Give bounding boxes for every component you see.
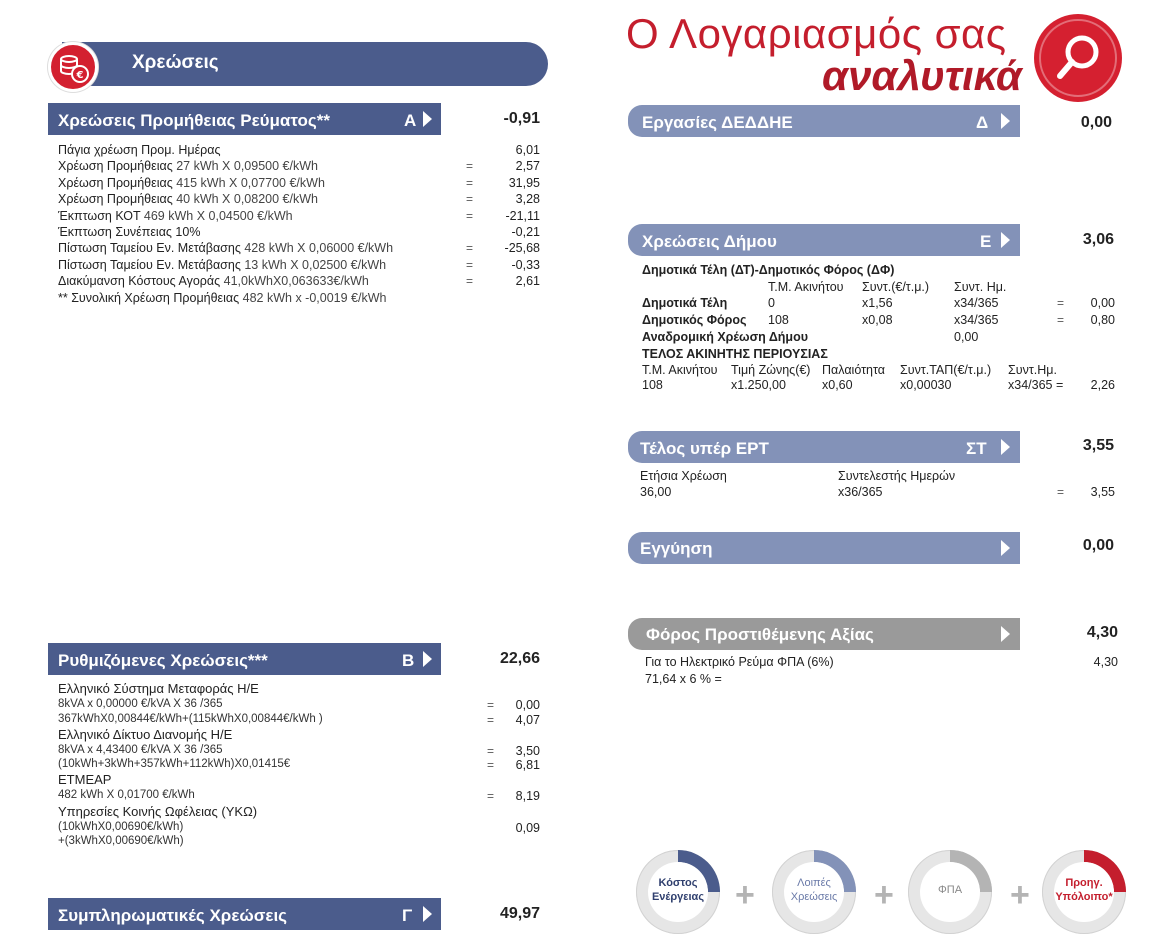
legend-energy-line1: Κόστος xyxy=(658,877,698,889)
section-a-row-value: -25,68 xyxy=(504,241,540,255)
section-a-row-label: Διακύμανση Κόστους Αγοράς xyxy=(58,274,221,288)
section-a-row-value: 31,95 xyxy=(508,176,540,190)
section-e-row-2-a: 108 xyxy=(768,313,789,327)
section-e-total: 3,06 xyxy=(1082,231,1114,248)
section-e-row-2-value: 0,80 xyxy=(1090,313,1115,327)
section-e-tap-col-4: Συντ.ΤΑΠ(€/τ.μ.) xyxy=(900,363,992,377)
section-a-row xyxy=(58,192,318,206)
section-e-row-1-c: x34/365 xyxy=(954,296,999,310)
section-b-row-4-value: 6,81 xyxy=(515,758,540,772)
section-a-row-value: 2,57 xyxy=(515,159,540,173)
section-a-row xyxy=(58,241,393,255)
arrow-right-icon xyxy=(1001,439,1010,455)
legend-other-line1: Λοιπές xyxy=(797,877,831,889)
section-b-row-7-text: +(3kWhX0,00690€/kWh) xyxy=(58,835,184,847)
section-e-col-3: Συντ. Ημ. xyxy=(954,280,1007,294)
section-e-tap-val-2: x1.250,00 xyxy=(731,378,786,392)
section-a-row-value: 6,01 xyxy=(515,143,540,157)
section-a-row-label: Πίστωση Ταμείου Εν. Μετάβασης xyxy=(58,241,241,255)
section-b-row-1-text: 8kVA x 0,00000 €/kVA X 36 /365 xyxy=(58,698,223,710)
section-e-row-1-label: Δημοτικά Τέλη xyxy=(642,296,728,310)
section-e-row-1-eq: = xyxy=(1057,296,1065,310)
section-d-title: Εργασίες ΔΕΔΔΗΕ xyxy=(642,113,793,132)
section-a-row-label: Πάγια χρέωση Προμ. Ημέρας xyxy=(58,143,221,157)
legend-other-line2: Χρεώσεις xyxy=(790,891,838,903)
vat-title: Φόρος Προστιθέμενης Αξίας xyxy=(646,625,874,644)
section-e-tap-val-4: x0,00030 xyxy=(900,378,952,392)
section-a-row-detail: 428 kWh X 0,06000 €/kWh xyxy=(244,241,394,255)
section-a-row-detail: 40 kWh X 0,08200 €/kWh xyxy=(176,192,318,206)
guarantee-title: Εγγύηση xyxy=(640,539,713,558)
section-e-tap-val-3: x0,60 xyxy=(822,378,853,392)
plus-1: + xyxy=(735,876,755,914)
section-st-col-2: Συντελεστής Ημερών xyxy=(838,469,956,483)
section-a-row-label: Χρέωση Προμήθειας xyxy=(58,176,173,190)
section-e-tap-val-1: 108 xyxy=(642,378,663,392)
section-e-tap-val-5: x34/365 = xyxy=(1008,378,1064,392)
section-e-row-3-label: Αναδρομική Χρέωση Δήμου xyxy=(642,330,808,344)
section-a-row-eq: = xyxy=(466,176,474,190)
section-b-row-2-eq: = xyxy=(487,713,495,727)
section-b-row-2-value: 4,07 xyxy=(515,713,540,727)
section-c-total: 49,97 xyxy=(499,905,540,922)
section-b-heading-4: Υπηρεσίες Κοινής Ωφέλειας (ΥΚΩ) xyxy=(58,804,258,819)
legend-previous-balance xyxy=(1042,850,1126,934)
section-d-letter: Δ xyxy=(976,113,989,132)
plus-3: + xyxy=(1010,876,1030,914)
section-st-letter: ΣΤ xyxy=(966,439,987,458)
section-b-row-4-text: (10kWh+3kWh+357kWh+112kWh)X0,01415€ xyxy=(58,758,291,770)
section-d-total: 0,00 xyxy=(1080,114,1112,131)
section-e-row-3-a: 0,00 xyxy=(954,330,979,344)
section-a-row-eq: = xyxy=(466,274,474,288)
arrow-right-icon xyxy=(423,111,432,127)
page-title: Ο Λογαριασμός σας xyxy=(626,10,1007,57)
section-a-row xyxy=(58,225,200,239)
section-b-heading-2: Ελληνικό Δίκτυο Διανομής Η/Ε xyxy=(58,727,233,742)
section-a-row-detail: 13 kWh X 0,02500 €/kWh xyxy=(244,258,387,272)
section-b-row-1-value: 0,00 xyxy=(515,698,540,712)
section-e-row-1-value: 0,00 xyxy=(1090,296,1115,310)
section-st-title: Τέλος υπέρ ΕΡΤ xyxy=(640,439,769,458)
section-a-row-label: Έκπτωση ΚΟΤ xyxy=(58,209,141,223)
section-a-row-label: Έκπτωση Συνέπειας 10% xyxy=(58,225,201,239)
arrow-right-icon xyxy=(423,906,432,922)
section-e-title: Χρεώσεις Δήμου xyxy=(642,232,777,251)
coins-euro-icon xyxy=(48,42,98,92)
legend-vat xyxy=(908,850,992,934)
section-b-row-5-eq: = xyxy=(487,789,495,803)
section-e-row-2-eq: = xyxy=(1057,313,1065,327)
section-b-row-6-text: (10kWhX0,00690€/kWh) xyxy=(58,821,184,833)
section-a-row-value: -0,21 xyxy=(511,225,540,239)
section-a-row-label: Χρέωση Προμήθειας xyxy=(58,192,173,206)
section-a-row-eq: = xyxy=(466,258,474,272)
section-b-row-4-eq: = xyxy=(487,758,495,772)
section-b-row-3-eq: = xyxy=(487,744,495,758)
legend-vat-label: ΦΠΑ xyxy=(937,884,963,896)
section-st-val-1: 36,00 xyxy=(640,485,672,499)
section-a-row-value: -0,33 xyxy=(511,258,540,272)
legend-energy-line2: Ενέργειας xyxy=(651,891,705,903)
section-c-letter: Γ xyxy=(402,906,413,925)
section-b-row-2-text: 367kWhX0,00844€/kWh+(115kWhX0,00844€/kWh ) xyxy=(58,713,323,725)
section-a-row-value: 2,61 xyxy=(515,274,540,288)
section-b-letter: Β xyxy=(402,651,415,670)
section-b-title: Ρυθμιζόμενες Χρεώσεις*** xyxy=(58,651,268,670)
section-a-row-detail: 41,0kWhX0,063633€/kWh xyxy=(223,274,369,288)
section-e-tap-col-1: Τ.Μ. Ακινήτου xyxy=(642,363,718,377)
section-a-row-eq: = xyxy=(466,209,474,223)
section-e-tap-col-3: Παλαιότητα xyxy=(822,363,885,377)
section-a-total: -0,91 xyxy=(503,110,540,127)
section-a-row-eq: = xyxy=(466,192,474,206)
section-st-val-2: x36/365 xyxy=(838,485,883,499)
section-e-letter: Ε xyxy=(980,232,992,251)
arrow-right-icon xyxy=(1001,540,1010,556)
svg-text:€: € xyxy=(76,70,84,81)
section-b-row-5-value: 8,19 xyxy=(515,789,540,803)
section-a-row xyxy=(58,143,221,157)
section-st-col-1: Ετήσια Χρέωση xyxy=(640,469,727,483)
section-b-row-1-eq: = xyxy=(487,698,495,712)
page-subtitle: αναλυτικά xyxy=(822,52,1022,99)
magnifier-icon xyxy=(1034,14,1122,102)
arrow-right-icon xyxy=(1001,232,1010,248)
section-b-row-3-value: 3,50 xyxy=(515,744,540,758)
section-header-title: Χρεώσεις xyxy=(132,52,219,73)
arrow-right-icon xyxy=(1001,626,1010,642)
section-e-col-1: Τ.Μ. Ακινήτου xyxy=(768,280,844,294)
section-e-row-2-c: x34/365 xyxy=(954,313,999,327)
section-a-row xyxy=(58,209,293,223)
section-a-title: Χρεώσεις Προμήθειας Ρεύματος** xyxy=(58,111,330,130)
vat-line-1: Για το Ηλεκτρικό Ρεύμα ΦΠΑ (6%) xyxy=(645,655,834,669)
section-e-row-2-label: Δημοτικός Φόρος xyxy=(642,313,747,327)
section-e-row-2-b: x0,08 xyxy=(862,313,893,327)
section-a-row xyxy=(58,274,369,288)
section-b-heading-3: ΕΤΜΕΑΡ xyxy=(58,772,112,787)
plus-2: + xyxy=(874,876,894,914)
section-a-row-detail: 469 kWh X 0,04500 €/kWh xyxy=(143,209,293,223)
section-e-tap-col-2: Τιμή Ζώνης(€) xyxy=(731,363,811,377)
section-a-row xyxy=(58,258,386,272)
section-a-row-eq: = xyxy=(466,241,474,255)
section-a-row-eq: = xyxy=(466,159,474,173)
section-e-heading: Δημοτικά Τέλη (ΔΤ)-Δημοτικός Φόρος (ΔΦ) xyxy=(642,263,895,277)
legend-energy-cost xyxy=(636,850,720,934)
section-st-total: 3,55 xyxy=(1082,437,1114,454)
section-b-row-3-text: 8kVA x 4,43400 €/kVA X 36 /365 xyxy=(58,744,223,756)
legend-prev-line2: Υπόλοιπο* xyxy=(1055,891,1113,903)
section-b-heading-1: Ελληνικό Σύστημα Μεταφοράς Η/Ε xyxy=(58,681,259,696)
guarantee-total: 0,00 xyxy=(1082,537,1114,554)
section-a-row-value: -21,11 xyxy=(505,209,540,223)
section-e-tap-col-5: Συντ.Ημ. xyxy=(1008,363,1057,377)
section-e-row-1-b: x1,56 xyxy=(862,296,893,310)
vat-line-1-value: 4,30 xyxy=(1093,655,1118,669)
legend-other-charges xyxy=(772,850,856,934)
section-a-row-detail: 415 kWh X 0,07700 €/kWh xyxy=(176,176,325,190)
arrow-right-icon xyxy=(423,651,432,667)
arrow-right-icon xyxy=(1001,113,1010,129)
section-a-row xyxy=(58,291,386,305)
vat-line-2: 71,64 x 6 % = xyxy=(645,672,722,686)
section-e-tap-heading: ΤΕΛΟΣ ΑΚΙΝΗΤΗΣ ΠΕΡΙΟΥΣΙΑΣ xyxy=(642,347,828,361)
section-st-eq: = xyxy=(1057,485,1065,499)
legend-prev-line1: Προηγ. xyxy=(1065,877,1103,889)
section-e-tap-value: 2,26 xyxy=(1090,378,1115,392)
section-c-title: Συμπληρωματικές Χρεώσεις xyxy=(58,906,288,925)
section-a-row-label: Πίστωση Ταμείου Εν. Μετάβασης xyxy=(58,258,241,272)
section-st-value: 3,55 xyxy=(1090,485,1115,499)
section-b-row-5-text: 482 kWh X 0,01700 €/kWh xyxy=(58,789,195,801)
section-a-row-value: 3,28 xyxy=(515,192,540,206)
section-a-row xyxy=(58,159,318,173)
section-a-row xyxy=(58,176,325,190)
section-a-row-detail: 482 kWh x -0,0019 €/kWh xyxy=(242,291,387,305)
vat-total: 4,30 xyxy=(1086,624,1118,641)
section-a-row-label: Χρέωση Προμήθειας xyxy=(58,159,173,173)
section-b-row-6-value: 0,09 xyxy=(515,821,540,835)
section-a-row-label: ** Συνολική Χρέωση Προμήθειας xyxy=(58,291,240,305)
section-e-col-2: Συντ.(€/τ.μ.) xyxy=(862,280,930,294)
section-e-row-1-a: 0 xyxy=(768,296,775,310)
section-a-letter: Α xyxy=(404,111,417,130)
section-b-total: 22,66 xyxy=(499,650,540,667)
section-a-row-detail: 27 kWh X 0,09500 €/kWh xyxy=(176,159,318,173)
